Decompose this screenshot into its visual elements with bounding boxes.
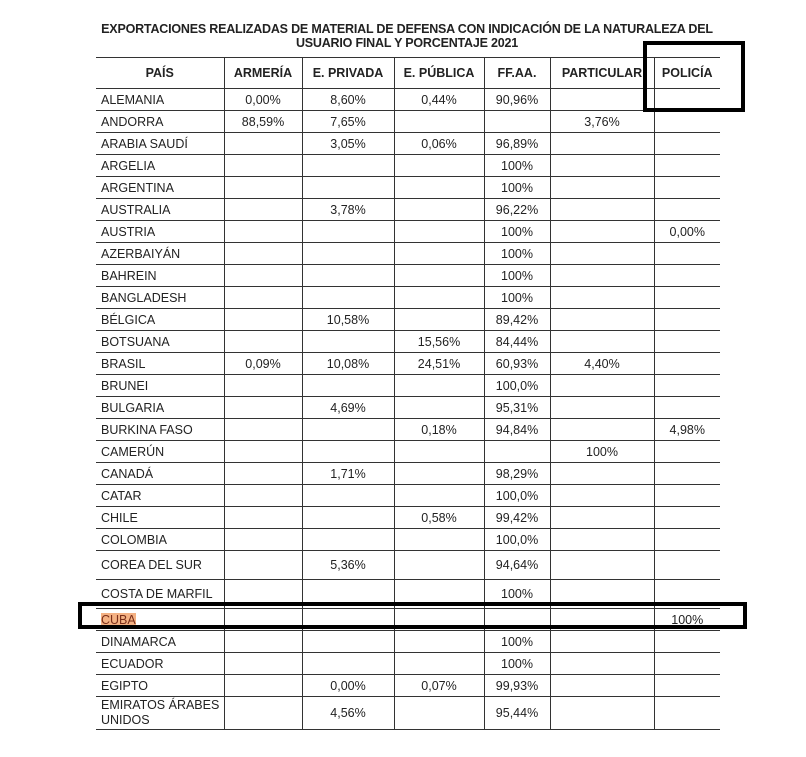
table-row: [96, 331, 720, 353]
cell-publica: [394, 397, 484, 419]
cell-armeria: [224, 221, 302, 243]
cell-policia: [654, 697, 720, 730]
cell-armeria: [224, 133, 302, 155]
cell-policia: [654, 331, 720, 353]
table-row: [96, 243, 720, 265]
cell-policia: 0,00%: [654, 221, 720, 243]
cell-particular: [550, 529, 654, 551]
cell-armeria: 88,59%: [224, 111, 302, 133]
cell-publica: [394, 375, 484, 397]
cell-publica: [394, 485, 484, 507]
cell-armeria: 0,09%: [224, 353, 302, 375]
table-title: [96, 22, 718, 50]
cell-policia: [654, 675, 720, 697]
cell-pais: [96, 89, 224, 111]
country-name: ANDORRA: [101, 114, 164, 129]
table-row: [96, 653, 720, 675]
cell-policia: [654, 353, 720, 375]
header-row: [96, 58, 720, 89]
table-body: [96, 89, 720, 730]
cell-armeria: [224, 331, 302, 353]
cell-ffaa: 100%: [484, 631, 550, 653]
cell-particular: [550, 155, 654, 177]
cell-pais: [96, 155, 224, 177]
cell-policia: [654, 397, 720, 419]
cell-privada: [302, 631, 394, 653]
cell-publica: 0,18%: [394, 419, 484, 441]
cell-publica: [394, 265, 484, 287]
cell-particular: [550, 463, 654, 485]
cell-publica: [394, 309, 484, 331]
cell-publica: [394, 551, 484, 580]
country-name: ALEMANIA: [101, 92, 165, 107]
country-name: ARGELIA: [101, 158, 156, 173]
cell-armeria: [224, 199, 302, 221]
cell-particular: [550, 375, 654, 397]
cell-particular: [550, 221, 654, 243]
country-name: BAHREIN: [101, 268, 157, 283]
cell-ffaa: 90,96%: [484, 89, 550, 111]
country-name: COLOMBIA: [101, 532, 167, 547]
cell-privada: [302, 507, 394, 529]
cell-pais: [96, 653, 224, 675]
country-name: ECUADOR: [101, 656, 164, 671]
cell-particular: [550, 199, 654, 221]
cell-armeria: [224, 653, 302, 675]
cell-particular: [550, 419, 654, 441]
cell-pais: [96, 221, 224, 243]
cell-pais: [96, 631, 224, 653]
cell-ffaa: 96,89%: [484, 133, 550, 155]
country-name: AUSTRALIA: [101, 202, 171, 217]
cell-ffaa: 100,0%: [484, 485, 550, 507]
cell-privada: 3,05%: [302, 133, 394, 155]
cell-publica: [394, 243, 484, 265]
cell-policia: [654, 653, 720, 675]
country-name: EMIRATOS ÁRABES UNIDOS: [101, 698, 220, 727]
cell-pais: [96, 309, 224, 331]
header-policia: POLICÍA: [654, 58, 720, 89]
table-row: [96, 397, 720, 419]
cell-ffaa: 100%: [484, 265, 550, 287]
cell-policia: [654, 507, 720, 529]
cell-policia: [654, 375, 720, 397]
cell-publica: [394, 529, 484, 551]
cell-ffaa: 96,22%: [484, 199, 550, 221]
cell-ffaa: 100%: [484, 221, 550, 243]
cell-publica: 0,44%: [394, 89, 484, 111]
country-name: BULGARIA: [101, 400, 165, 415]
cell-particular: [550, 675, 654, 697]
cell-particular: [550, 507, 654, 529]
table-row: [96, 309, 720, 331]
table-row: [96, 631, 720, 653]
header-armeria: ARMERÍA: [224, 58, 302, 89]
cell-publica: 0,06%: [394, 133, 484, 155]
cell-pais: [96, 111, 224, 133]
cell-pais: [96, 177, 224, 199]
table-row: [96, 221, 720, 243]
cell-armeria: [224, 265, 302, 287]
cell-particular: [550, 243, 654, 265]
cell-ffaa: 94,64%: [484, 551, 550, 580]
cell-publica: [394, 631, 484, 653]
cell-privada: 0,00%: [302, 675, 394, 697]
table-row: [96, 89, 720, 111]
country-name: BURKINA FASO: [101, 422, 193, 437]
header-e-publica: E. PÚBLICA: [394, 58, 484, 89]
policia-highlight-box: [643, 41, 745, 112]
country-name: COREA DEL SUR: [101, 558, 202, 572]
cell-privada: [302, 419, 394, 441]
cell-particular: [550, 697, 654, 730]
cell-pais: [96, 287, 224, 309]
cell-pais: [96, 485, 224, 507]
cell-particular: [550, 485, 654, 507]
cell-armeria: [224, 507, 302, 529]
table-row: [96, 133, 720, 155]
cell-ffaa: 100,0%: [484, 375, 550, 397]
cell-armeria: [224, 551, 302, 580]
cell-privada: [302, 243, 394, 265]
cell-particular: 100%: [550, 441, 654, 463]
cell-policia: [654, 155, 720, 177]
cell-particular: 4,40%: [550, 353, 654, 375]
cell-policia: 100%: [654, 609, 720, 631]
cell-privada: 1,71%: [302, 463, 394, 485]
cell-privada: [302, 155, 394, 177]
cell-pais: [96, 551, 224, 580]
cell-policia: [654, 287, 720, 309]
cuba-highlight-box: [78, 602, 747, 629]
cell-armeria: [224, 243, 302, 265]
cell-publica: 24,51%: [394, 353, 484, 375]
cell-privada: 4,56%: [302, 697, 394, 730]
cell-policia: 4,98%: [654, 419, 720, 441]
cell-armeria: [224, 529, 302, 551]
exports-table: [96, 57, 720, 730]
cell-particular: [550, 177, 654, 199]
cell-policia: [654, 485, 720, 507]
cell-publica: 0,58%: [394, 507, 484, 529]
country-name: BRASIL: [101, 356, 146, 371]
cell-particular: [550, 653, 654, 675]
cell-publica: [394, 697, 484, 730]
table-row: [96, 551, 720, 580]
cell-pais: [96, 353, 224, 375]
cell-armeria: 0,00%: [224, 89, 302, 111]
cell-pais: [96, 529, 224, 551]
cell-privada: [302, 265, 394, 287]
cell-armeria: [224, 419, 302, 441]
table-row: [96, 177, 720, 199]
cell-pais: [96, 199, 224, 221]
cell-policia: [654, 111, 720, 133]
cell-ffaa: 99,42%: [484, 507, 550, 529]
cell-publica: [394, 111, 484, 133]
country-name: COSTA DE MARFIL: [101, 587, 213, 601]
cell-privada: 4,69%: [302, 397, 394, 419]
cell-pais: [96, 331, 224, 353]
cell-ffaa: [484, 441, 550, 463]
cell-privada: [302, 331, 394, 353]
table-row: [96, 463, 720, 485]
cell-policia: [654, 551, 720, 580]
cell-ffaa: 100,0%: [484, 529, 550, 551]
table-row: [96, 419, 720, 441]
cell-armeria: [224, 177, 302, 199]
title-line-2: USUARIO FINAL Y PORCENTAJE 2021: [295, 36, 519, 50]
cell-pais: [96, 397, 224, 419]
cell-publica: [394, 177, 484, 199]
table-row: [96, 441, 720, 463]
cell-policia: [654, 463, 720, 485]
cell-policia: [654, 199, 720, 221]
cell-pais: [96, 243, 224, 265]
cell-privada: [302, 287, 394, 309]
table-row: [96, 697, 720, 730]
cell-particular: [550, 631, 654, 653]
cell-ffaa: 100%: [484, 155, 550, 177]
cell-publica: [394, 287, 484, 309]
cell-privada: 3,78%: [302, 199, 394, 221]
cell-armeria: [224, 155, 302, 177]
cell-armeria: [224, 675, 302, 697]
table-row: [96, 485, 720, 507]
country-name: AZERBAIYÁN: [101, 246, 181, 261]
cell-armeria: [224, 441, 302, 463]
cell-ffaa: 99,93%: [484, 675, 550, 697]
country-name: ARGENTINA: [101, 180, 174, 195]
cell-privada: [302, 177, 394, 199]
cell-particular: [550, 551, 654, 580]
title-line-1: EXPORTACIONES REALIZADAS DE MATERIAL DE DEFENSA CON INDICACIÓN DE LA NATURALEZA DEL: [101, 22, 713, 36]
table-row: [96, 265, 720, 287]
cell-ffaa: 60,93%: [484, 353, 550, 375]
cell-ffaa: 100%: [484, 287, 550, 309]
cell-publica: [394, 221, 484, 243]
cell-privada: 7,65%: [302, 111, 394, 133]
cell-particular: [550, 265, 654, 287]
cell-pais: [96, 133, 224, 155]
cell-armeria: [224, 463, 302, 485]
cell-publica: [394, 155, 484, 177]
country-name: ARABIA SAUDÍ: [101, 136, 188, 151]
cell-publica: [394, 199, 484, 221]
cell-pais: [96, 697, 224, 730]
table-row: [96, 111, 720, 133]
cell-ffaa: 98,29%: [484, 463, 550, 485]
cell-particular: [550, 89, 654, 111]
cell-privada: [302, 221, 394, 243]
country-name: EGIPTO: [101, 678, 149, 693]
header-pais: PAÍS: [96, 58, 224, 89]
table-row: [96, 155, 720, 177]
cell-pais: [96, 265, 224, 287]
cell-ffaa: 94,84%: [484, 419, 550, 441]
cell-armeria: [224, 485, 302, 507]
cell-policia: [654, 177, 720, 199]
cell-policia: [654, 243, 720, 265]
cell-publica: [394, 441, 484, 463]
country-name: CUBA: [101, 612, 136, 627]
cell-policia: [654, 529, 720, 551]
cell-pais: [96, 419, 224, 441]
country-name: BOTSUANA: [101, 334, 170, 349]
cell-armeria: [224, 631, 302, 653]
cell-policia: [654, 441, 720, 463]
cell-ffaa: 89,42%: [484, 309, 550, 331]
cell-particular: 3,76%: [550, 111, 654, 133]
cell-ffaa: 100%: [484, 653, 550, 675]
cell-pais: [96, 675, 224, 697]
cell-policia: [654, 309, 720, 331]
table-row: [96, 199, 720, 221]
country-name: DINAMARCA: [101, 634, 177, 649]
cell-policia: [654, 133, 720, 155]
cell-pais: [96, 463, 224, 485]
cell-privada: [302, 653, 394, 675]
country-name: BANGLADESH: [101, 290, 187, 305]
cell-ffaa: 84,44%: [484, 331, 550, 353]
country-name: CATAR: [101, 488, 142, 503]
cell-privada: 10,08%: [302, 353, 394, 375]
cell-privada: [302, 529, 394, 551]
cell-publica: 0,07%: [394, 675, 484, 697]
cell-particular: [550, 133, 654, 155]
table-row: [96, 353, 720, 375]
cell-publica: 15,56%: [394, 331, 484, 353]
country-name: CHILE: [101, 510, 138, 525]
cell-ffaa: 95,31%: [484, 397, 550, 419]
cell-policia: [654, 631, 720, 653]
cell-ffaa: 95,44%: [484, 697, 550, 730]
header-particular: PARTICULAR: [550, 58, 654, 89]
header-ffaa: FF.AA.: [484, 58, 550, 89]
cell-publica: [394, 653, 484, 675]
country-name: AUSTRIA: [101, 224, 156, 239]
table-row: [96, 375, 720, 397]
cell-privada: [302, 485, 394, 507]
cell-armeria: [224, 697, 302, 730]
header-e-privada: E. PRIVADA: [302, 58, 394, 89]
cell-privada: 10,58%: [302, 309, 394, 331]
cell-particular: [550, 331, 654, 353]
cell-particular: [550, 287, 654, 309]
cell-armeria: [224, 287, 302, 309]
cell-ffaa: 100%: [484, 580, 550, 609]
cell-particular: [550, 309, 654, 331]
cell-armeria: [224, 375, 302, 397]
cell-armeria: [224, 397, 302, 419]
cell-ffaa: 100%: [484, 243, 550, 265]
cell-pais: [96, 375, 224, 397]
cell-pais: [96, 507, 224, 529]
cell-publica: [394, 463, 484, 485]
table-row: [96, 507, 720, 529]
cell-armeria: [224, 309, 302, 331]
table-row: [96, 287, 720, 309]
table-row: [96, 675, 720, 697]
cell-privada: 8,60%: [302, 89, 394, 111]
cell-privada: [302, 441, 394, 463]
country-name: BÉLGICA: [101, 312, 156, 327]
cell-privada: 5,36%: [302, 551, 394, 580]
table-row: [96, 529, 720, 551]
country-name: BRUNEI: [101, 378, 149, 393]
cell-pais: [96, 441, 224, 463]
cell-privada: [302, 375, 394, 397]
cell-particular: [550, 397, 654, 419]
cell-policia: [654, 265, 720, 287]
country-name: CANADÁ: [101, 466, 154, 481]
cell-ffaa: 100%: [484, 177, 550, 199]
cell-ffaa: [484, 111, 550, 133]
country-name: CAMERÚN: [101, 444, 165, 459]
